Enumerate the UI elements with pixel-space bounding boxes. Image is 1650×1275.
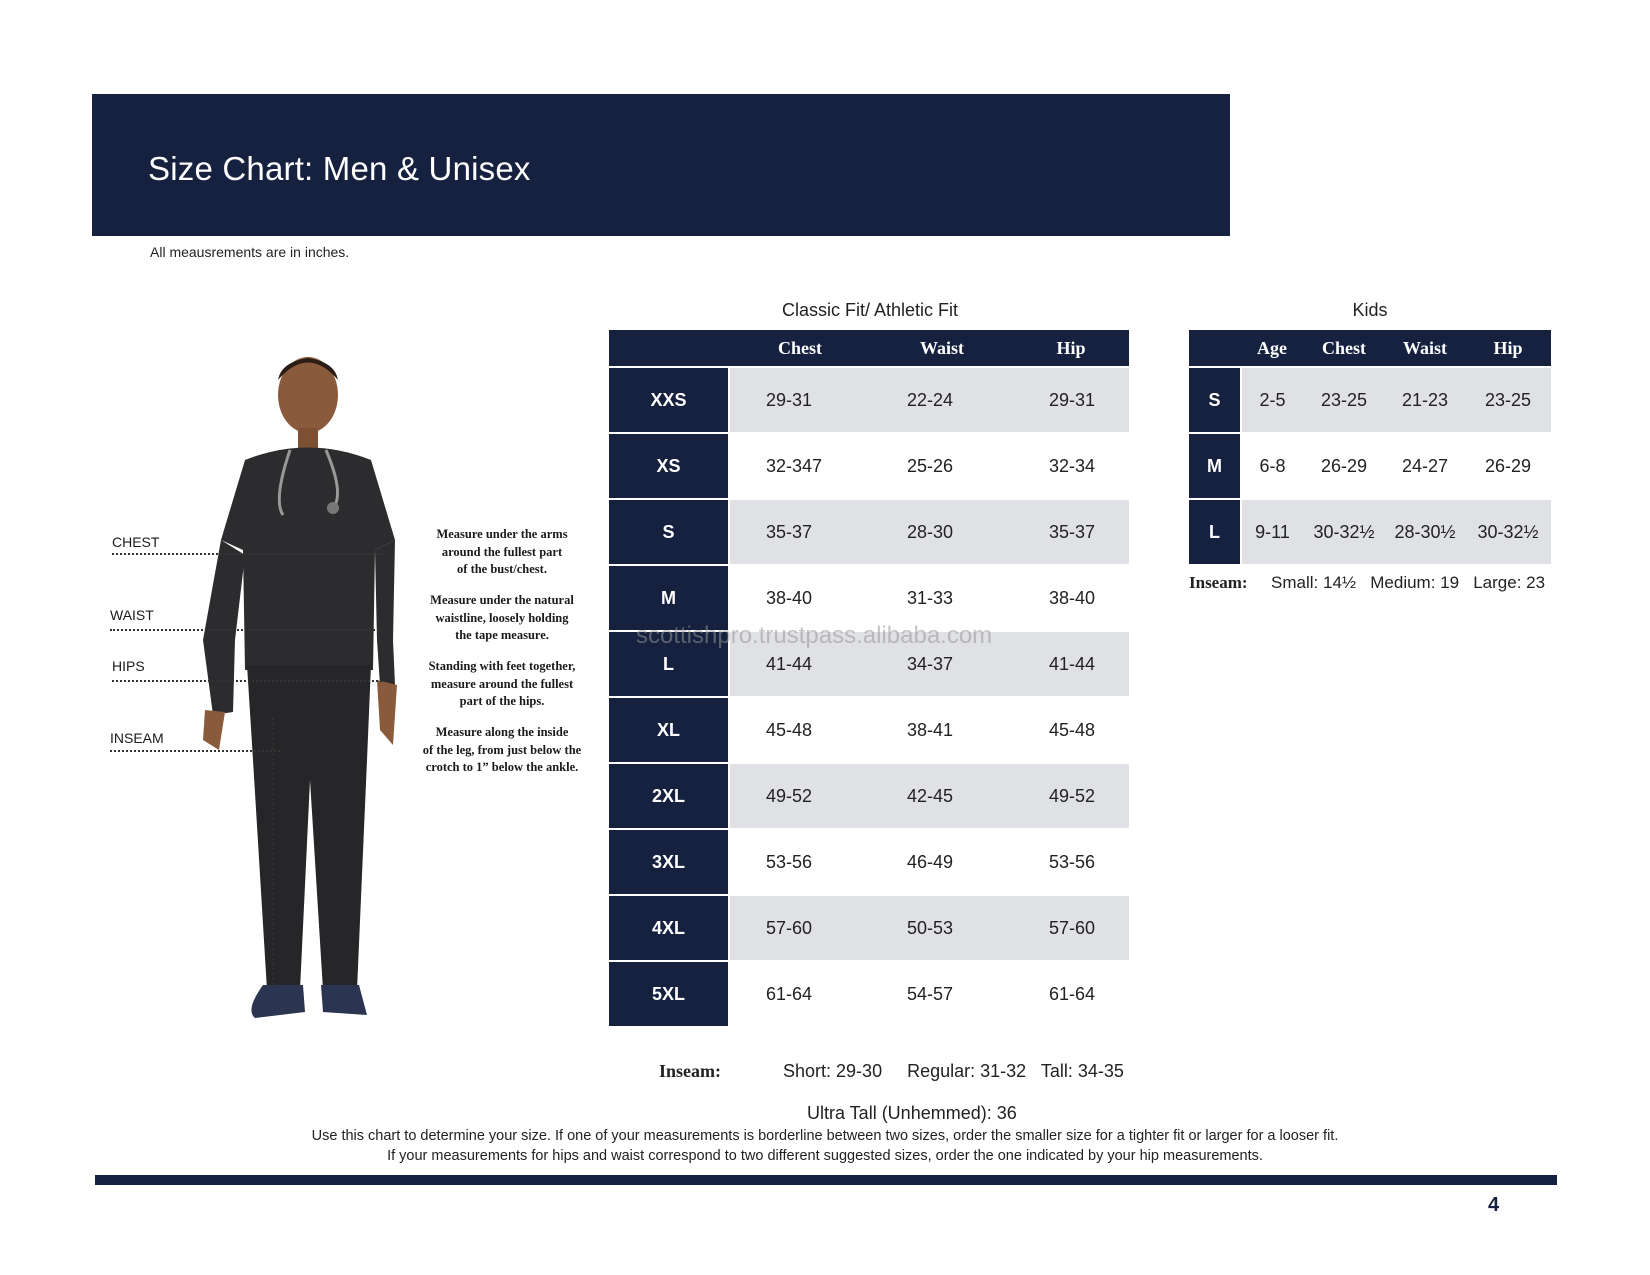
- table-row: [1189, 433, 1551, 499]
- main-table-caption: Classic Fit/ Athletic Fit: [781, 300, 959, 320]
- size-cell: XS: [609, 433, 729, 499]
- main-inseam-info: [639, 1040, 1124, 1124]
- header-banner: [92, 94, 1230, 236]
- waist-description-line: the tape measure.: [455, 628, 549, 642]
- hip-cell: 29-31: [1013, 367, 1129, 433]
- model-figure: [95, 340, 615, 1080]
- footnote: [150, 1126, 1500, 1166]
- header-cell: Waist: [871, 330, 1013, 367]
- hip-cell: 41-44: [1013, 631, 1129, 697]
- kids-table-caption: Kids: [1352, 300, 1388, 320]
- waist-cell: 21-23: [1385, 367, 1465, 433]
- chest-description-line: around the fullest part: [441, 544, 563, 559]
- size-cell: M: [609, 565, 729, 631]
- chest-cell: 41-44: [729, 631, 871, 697]
- watermark: scottishpro.trustpass.alibaba.com: [636, 622, 993, 649]
- header-cell: Age: [1241, 330, 1303, 367]
- inseam-label: INSEAM: [110, 730, 164, 746]
- inseam-description-line: Measure along the inside: [435, 725, 569, 739]
- waist-cell: 34-37: [871, 631, 1013, 697]
- kids-size-table: [1189, 330, 1551, 566]
- chest-description-line: Measure under the arms: [436, 527, 568, 541]
- chest-cell: 53-56: [729, 829, 871, 895]
- header-cell: [1189, 330, 1241, 367]
- table-row: [609, 961, 1129, 1027]
- header-cell: [609, 330, 729, 367]
- inseam-heading: Inseam:: [659, 1061, 722, 1081]
- waist-cell: 28-30: [871, 499, 1013, 565]
- age-cell: 6-8: [1241, 433, 1303, 499]
- size-cell: M: [1189, 433, 1241, 499]
- chest-cell: 30-32½: [1303, 499, 1385, 565]
- chest-cell: 26-29: [1303, 433, 1385, 499]
- chest-description-line: of the bust/chest.: [457, 562, 547, 576]
- size-cell: 3XL: [609, 829, 729, 895]
- inseam-values: Short: 29-30 Regular: 31-32 Tall: 34-35: [783, 1061, 1124, 1081]
- waist-cell: 25-26: [871, 433, 1013, 499]
- inseam-guide-line: [110, 750, 280, 752]
- hip-cell: 49-52: [1013, 763, 1129, 829]
- waist-cell: 31-33: [871, 565, 1013, 631]
- hip-cell: 38-40: [1013, 565, 1129, 631]
- chest-cell: 32-347: [729, 433, 871, 499]
- chest-cell: 61-64: [729, 961, 871, 1027]
- main-size-table: [609, 330, 1129, 1028]
- chest-label: CHEST: [112, 534, 160, 550]
- kids-inseam-heading: Inseam:: [1189, 573, 1248, 592]
- hip-cell: 32-34: [1013, 433, 1129, 499]
- size-cell: 2XL: [609, 763, 729, 829]
- inseam-description-line: of the leg, from just below the: [422, 742, 582, 757]
- age-cell: 2-5: [1241, 367, 1303, 433]
- header-cell: Hip: [1465, 330, 1551, 367]
- header-cell: Chest: [1303, 330, 1385, 367]
- page-title: Size Chart: Men & Unisex: [148, 150, 531, 187]
- table-row: [1189, 499, 1551, 565]
- units-note: All meausrements are in inches.: [150, 244, 350, 260]
- age-cell: 9-11: [1241, 499, 1303, 565]
- size-cell: L: [609, 631, 729, 697]
- kids-inseam-info: [1189, 573, 1545, 593]
- chest-cell: 45-48: [729, 697, 871, 763]
- waist-cell: 54-57: [871, 961, 1013, 1027]
- waist-description-line: waistline, loosely holding: [435, 610, 569, 625]
- waist-cell: 42-45: [871, 763, 1013, 829]
- hips-guide-line: [112, 680, 382, 682]
- table-row: [609, 367, 1129, 433]
- hip-cell: 30-32½: [1465, 499, 1551, 565]
- chest-cell: 23-25: [1303, 367, 1385, 433]
- footnote-line: Use this chart to determine your size. If one of your measurements is borderline between two sizes, order the smaller size for a tighter fit or larger for a looser fit.: [311, 1128, 1339, 1144]
- kids-table: [1189, 330, 1551, 566]
- waist-guide-line: [110, 629, 382, 631]
- header-cell: Waist: [1385, 330, 1465, 367]
- table-row: [609, 433, 1129, 499]
- waist-cell: 46-49: [871, 829, 1013, 895]
- size-cell: 5XL: [609, 961, 729, 1027]
- chest-cell: 49-52: [729, 763, 871, 829]
- waist-description-line: Measure under the natural: [430, 593, 574, 607]
- waist-cell: 50-53: [871, 895, 1013, 961]
- hips-label: HIPS: [112, 658, 145, 674]
- chest-description: [407, 526, 597, 579]
- inseam-description: [407, 724, 597, 777]
- size-cell: XXS: [609, 367, 729, 433]
- size-table: [609, 330, 1129, 1028]
- waist-cell: 38-41: [871, 697, 1013, 763]
- table-row: [1189, 367, 1551, 433]
- chest-cell: 29-31: [729, 367, 871, 433]
- hip-cell: 57-60: [1013, 895, 1129, 961]
- table-row: [609, 895, 1129, 961]
- hip-cell: 53-56: [1013, 829, 1129, 895]
- size-cell: 4XL: [609, 895, 729, 961]
- table-row: [609, 697, 1129, 763]
- kids-inseam-values: Small: 14½ Medium: 19 Large: 23: [1271, 573, 1546, 592]
- inseam-ultra-tall: Ultra Tall (Unhemmed): 36: [807, 1103, 1017, 1123]
- header-cell: Chest: [729, 330, 871, 367]
- table-header-row: [1189, 330, 1551, 367]
- table-row: [609, 763, 1129, 829]
- footnote-line: If your measurements for hips and waist correspond to two different suggested sizes, order the one indicated by your hip measurements.: [387, 1148, 1263, 1164]
- size-cell: XL: [609, 697, 729, 763]
- chest-cell: 35-37: [729, 499, 871, 565]
- waist-label: WAIST: [110, 607, 154, 623]
- inseam-description-line: crotch to 1” below the ankle.: [425, 760, 579, 774]
- bottom-rule: [95, 1175, 1557, 1185]
- hip-cell: 61-64: [1013, 961, 1129, 1027]
- page-number: 4: [1488, 1194, 1500, 1216]
- hips-description-line: measure around the fullest: [430, 676, 574, 691]
- waist-cell: 22-24: [871, 367, 1013, 433]
- table-row: [609, 829, 1129, 895]
- hip-cell: 23-25: [1465, 367, 1551, 433]
- size-cell: S: [1189, 367, 1241, 433]
- table-header-row: [609, 330, 1129, 367]
- size-cell: L: [1189, 499, 1241, 565]
- waist-cell: 24-27: [1385, 433, 1465, 499]
- hip-cell: 35-37: [1013, 499, 1129, 565]
- hip-cell: 45-48: [1013, 697, 1129, 763]
- waist-description: [407, 592, 597, 645]
- chest-cell: 38-40: [729, 565, 871, 631]
- header-cell: Hip: [1013, 330, 1129, 367]
- chest-guide-line: [112, 553, 382, 555]
- hips-description-line: Standing with feet together,: [428, 659, 576, 673]
- chest-cell: 57-60: [729, 895, 871, 961]
- hips-description: [407, 658, 597, 711]
- hips-description-line: part of the hips.: [459, 694, 545, 708]
- size-cell: S: [609, 499, 729, 565]
- waist-cell: 28-30½: [1385, 499, 1465, 565]
- table-row: [609, 499, 1129, 565]
- hip-cell: 26-29: [1465, 433, 1551, 499]
